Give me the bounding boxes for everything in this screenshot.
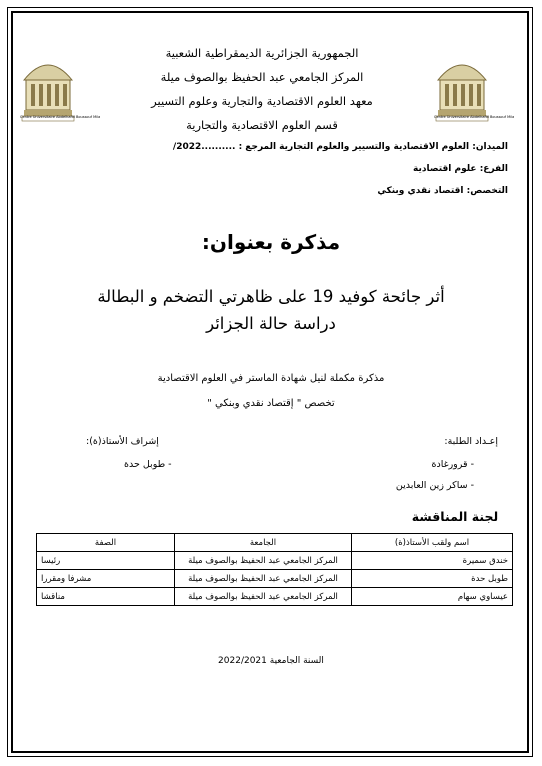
logo-caption-right: Centre Universitaire Abdelhafid Boussouf Mila [434,115,515,119]
university-logo-left [20,50,76,122]
table-row [37,588,513,606]
academic-year: السنة الجامعية 2022/2021 [218,656,324,666]
committee-table [36,533,513,606]
title-label: مذكرة بعنوان: [201,230,341,254]
supervisor-label: إشراف الأستاذ(ة): [86,436,159,447]
member-name: طوبل حدة [352,570,513,588]
member-university: المركز الجامعي عبد الحفيظ بوالصوف ميلة [175,588,352,606]
degree-purpose: مذكرة مكملة لنيل شهادة الماستر في العلوم الاقتصادية [157,373,385,384]
student-name-1: - قرورغادة [431,459,474,470]
member-name: عيساوي سهام [352,588,513,606]
students-label: إعـداد الطلبة: [444,436,498,447]
header-role: الصفة [37,534,175,552]
thesis-title-line1: أثر جائحة كوفيد 19 على ظاهرتي التضخم و البطالة [97,287,445,306]
member-university: المركز الجامعي عبد الحفيظ بوالصوف ميلة [175,570,352,588]
supervisor-name: - طوبل حدة [124,459,172,470]
header-name: اسم ولقب الأستاذ(ة) [352,534,513,552]
member-role: مناقشا [37,588,175,606]
member-university: المركز الجامعي عبد الحفيظ بوالصوف ميلة [175,552,352,570]
logo-caption-left: Centre Universitaire Abdelhafid Boussouf Mila [20,115,101,119]
header-center: المركز الجامعي عبد الحفيظ بوالصوف ميلة [160,70,364,84]
field-reference: الميدان: العلوم الاقتصادية والتسيير والعلوم التجارية المرجع : ..........2022/ [172,142,508,152]
header-department: قسم العلوم الاقتصادية والتجارية [186,118,338,132]
degree-specialty: تخصص " إقتصاد نقدي وبنكي " [207,398,335,409]
table-row [37,552,513,570]
header-institute: معهد العلوم الاقتصادية والتجارية وعلوم التسيير [151,94,373,108]
specialty: التخصص: اقتصاد نقدي وبنكي [377,186,508,196]
thesis-title-line2: دراسة حالة الجزائر [206,314,336,333]
header-university: الجامعة [175,534,352,552]
committee-header-row [37,534,513,552]
table-row [37,570,513,588]
student-name-2: - ساكر زين العابدين [395,480,474,491]
member-role: رئيسا [37,552,175,570]
committee-title: لجنة المناقشة [411,509,499,524]
member-role: مشرفا ومقررا [37,570,175,588]
member-name: خندق سميرة [352,552,513,570]
branch: الفرع: علوم اقتصادية [413,164,508,174]
university-logo-right [434,50,490,122]
header-republic: الجمهورية الجزائرية الديمقراطية الشعبية [165,46,359,60]
